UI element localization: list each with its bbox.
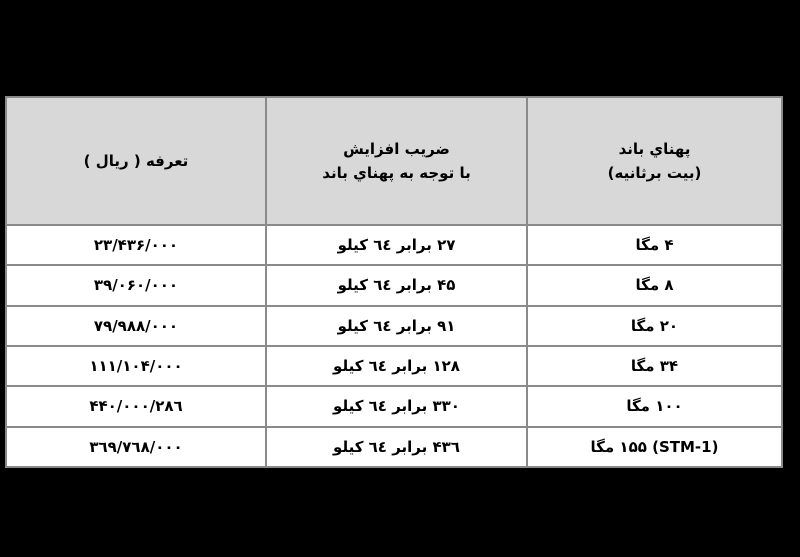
table-header-row [6, 97, 782, 225]
factor-cell: ۳۳۰ برابر ٦٤ کيلو [266, 386, 527, 426]
bandwidth-cell: (STM-1) ۱۵۵ مگا [527, 427, 782, 467]
tariff-cell: ۲۸٦/۴۴۰/۰۰۰ [6, 386, 266, 426]
bandwidth-cell: ۱۰۰ مگا [527, 386, 782, 426]
header-tariff [6, 97, 266, 225]
bandwidth-cell: ۸ مگا [527, 265, 782, 305]
header-bandwidth-line-2: (بيت برثانيه) [607, 164, 702, 182]
tariff-cell: ۷۹/۹۸۸/۰۰۰ [6, 306, 266, 346]
bandwidth-cell: ۲۰ مگا [527, 306, 782, 346]
factor-cell: ۴۵ برابر ٦٤ کيلو [266, 265, 527, 305]
table-row [6, 265, 782, 305]
header-bandwidth [527, 97, 782, 225]
table-row [6, 225, 782, 265]
header-bandwidth-line-1: پهناي باند [618, 140, 691, 158]
header-factor [266, 97, 527, 225]
bandwidth-cell: ۴ مگا [527, 225, 782, 265]
factor-cell: ۲۷ برابر ٦٤ کيلو [266, 225, 527, 265]
tariff-table [5, 96, 783, 468]
tariff-cell: ۳۹/۰۶۰/۰۰۰ [6, 265, 266, 305]
header-tariff-line-1: تعرفه ( ريال ) [83, 152, 189, 170]
table-row [6, 427, 782, 467]
factor-cell: ۴۳٦ برابر ٦٤ کيلو [266, 427, 527, 467]
table-row [6, 386, 782, 426]
tariff-cell: ۱۱۱/۱۰۴/۰۰۰ [6, 346, 266, 386]
bandwidth-cell: ۳۴ مگا [527, 346, 782, 386]
factor-cell: ۱۲۸ برابر ٦٤ کيلو [266, 346, 527, 386]
header-factor-line-1: ضريب افزايش [343, 140, 450, 158]
tariff-cell: ۳٦۹/۷٦۸/۰۰۰ [6, 427, 266, 467]
header-factor-line-2: با توجه به پهناي باند [322, 164, 471, 182]
table-row [6, 306, 782, 346]
table-row [6, 346, 782, 386]
factor-cell: ۹۱ برابر ٦٤ کيلو [266, 306, 527, 346]
tariff-cell: ۲۳/۴۳۶/۰۰۰ [6, 225, 266, 265]
